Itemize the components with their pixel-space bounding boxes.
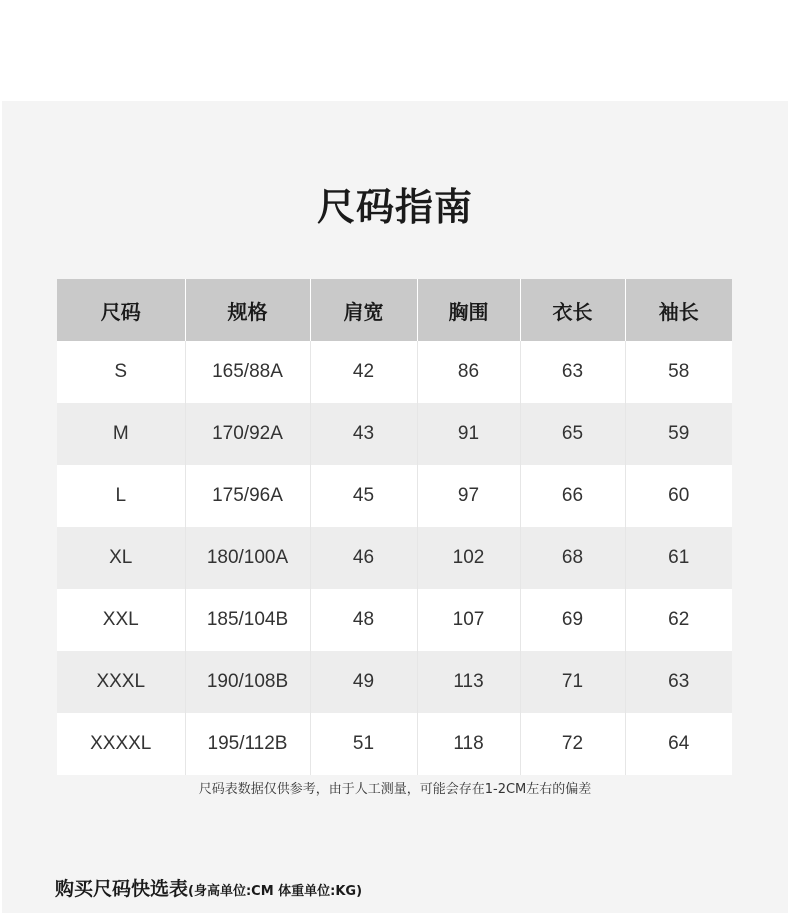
header-length: 衣长	[520, 279, 625, 341]
cell-size: XXL	[57, 589, 185, 651]
cell-chest: 118	[417, 713, 520, 775]
header-sleeve: 袖长	[625, 279, 732, 341]
cell-sleeve: 61	[625, 527, 732, 589]
cell-chest: 91	[417, 403, 520, 465]
cell-sleeve: 62	[625, 589, 732, 651]
cell-shoulder: 45	[310, 465, 417, 527]
cell-sleeve: 58	[625, 341, 732, 403]
cell-spec: 175/96A	[185, 465, 310, 527]
cell-spec: 165/88A	[185, 341, 310, 403]
cell-spec: 170/92A	[185, 403, 310, 465]
cell-chest: 113	[417, 651, 520, 713]
cell-shoulder: 48	[310, 589, 417, 651]
cell-size: XXXL	[57, 651, 185, 713]
table-row	[57, 713, 732, 775]
cell-spec: 185/104B	[185, 589, 310, 651]
cell-spec: 190/108B	[185, 651, 310, 713]
cell-length: 63	[520, 341, 625, 403]
cell-size: M	[57, 403, 185, 465]
cell-sleeve: 63	[625, 651, 732, 713]
header-shoulder: 肩宽	[310, 279, 417, 341]
cell-shoulder: 43	[310, 403, 417, 465]
cell-length: 71	[520, 651, 625, 713]
cell-length: 68	[520, 527, 625, 589]
cell-size: XXXXL	[57, 713, 185, 775]
cell-sleeve: 64	[625, 713, 732, 775]
cell-spec: 180/100A	[185, 527, 310, 589]
quick-select-title: 购买尺码快选表	[55, 878, 189, 900]
cell-chest: 86	[417, 341, 520, 403]
cell-spec: 195/112B	[185, 713, 310, 775]
cell-size: XL	[57, 527, 185, 589]
cell-length: 72	[520, 713, 625, 775]
quick-select-heading	[55, 874, 362, 901]
cell-sleeve: 59	[625, 403, 732, 465]
measurement-note: 尺码表数据仅供参考，由于人工测量，可能会存在1-2CM左右的偏差	[198, 782, 592, 797]
table-row	[57, 651, 732, 713]
cell-shoulder: 46	[310, 527, 417, 589]
cell-length: 66	[520, 465, 625, 527]
page-title: 尺码指南	[316, 185, 473, 229]
table-row	[57, 589, 732, 651]
cell-chest: 107	[417, 589, 520, 651]
table-row	[57, 465, 732, 527]
table-row	[57, 527, 732, 589]
cell-shoulder: 42	[310, 341, 417, 403]
header-spec: 规格	[185, 279, 310, 341]
table-row	[57, 341, 732, 403]
cell-chest: 97	[417, 465, 520, 527]
cell-sleeve: 60	[625, 465, 732, 527]
cell-shoulder: 51	[310, 713, 417, 775]
table-row	[57, 403, 732, 465]
cell-length: 65	[520, 403, 625, 465]
cell-size: S	[57, 341, 185, 403]
table-header-row	[57, 279, 732, 341]
header-size: 尺码	[57, 279, 185, 341]
cell-size: L	[57, 465, 185, 527]
header-chest: 胸围	[417, 279, 520, 341]
cell-length: 69	[520, 589, 625, 651]
cell-shoulder: 49	[310, 651, 417, 713]
cell-chest: 102	[417, 527, 520, 589]
quick-select-unit: (身高单位:CM 体重单位:KG)	[188, 884, 363, 899]
size-chart-table	[57, 279, 732, 775]
